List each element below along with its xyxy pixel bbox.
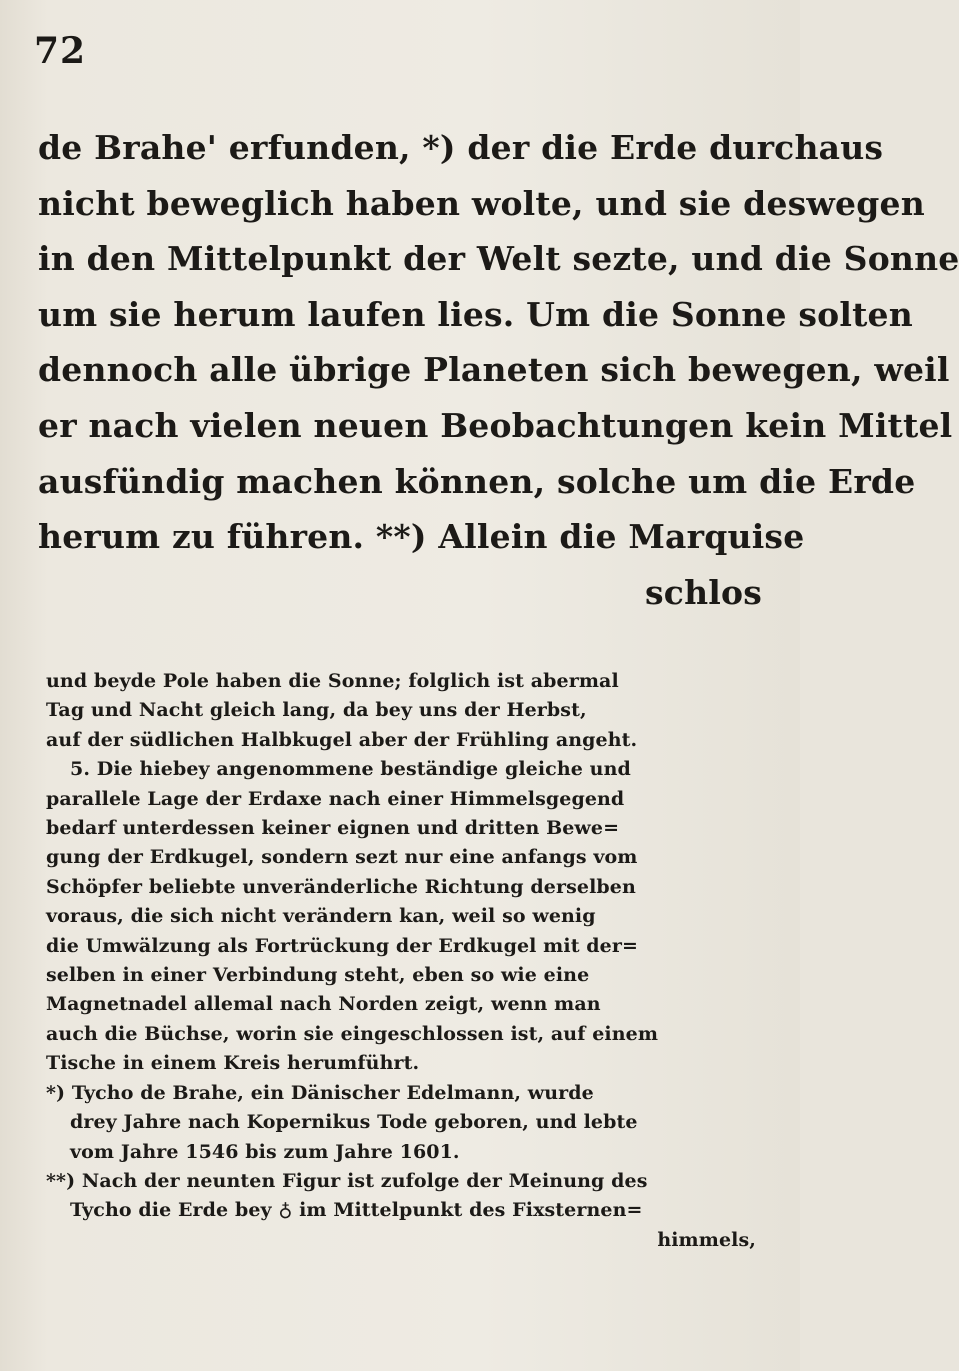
- catchword-note: himmels,: [657, 1228, 756, 1251]
- main-line: ausfündig machen können, solche um die Erde: [38, 461, 916, 501]
- note-line: gung der Erdkugel, sondern sezt nur eine anfangs vom: [46, 846, 638, 869]
- footnote-figure: **) Nach der neunten Figur ist zufolge der Meinung des: [46, 1169, 648, 1192]
- note-line: Schöpfer beliebte unveränderliche Richtung derselben: [46, 875, 636, 898]
- main-line: de Brahe' erfunden, *) der die Erde durchaus: [38, 128, 884, 167]
- main-line: um sie herum laufen lies. Um die Sonne solten: [38, 294, 913, 334]
- note-line: Magnetnadel allemal nach Norden zeigt, wenn man: [46, 993, 601, 1016]
- note-line: vom Jahre 1546 bis zum Jahre 1601.: [70, 1140, 460, 1163]
- main-text: [38, 120, 959, 620]
- note-line: voraus, die sich nicht verändern kan, weil so wenig: [46, 905, 596, 928]
- note-line: bedarf unterdessen keiner eignen und dritten Bewe=: [46, 817, 620, 840]
- note-line: parallele Lage der Erdaxe nach einer Himmelsgegend: [46, 787, 625, 810]
- note-line: Tycho die Erde bey ♁ im Mittelpunkt des Fixsternen=: [70, 1199, 643, 1222]
- footnote-tycho: *) Tycho de Brahe, ein Dänischer Edelmann, wurde: [46, 1081, 594, 1104]
- page-number: 72: [34, 30, 87, 72]
- main-line: herum zu führen. **) Allein die Marquise: [38, 517, 805, 557]
- main-line: dennoch alle übrige Planeten sich bewegen, weil: [38, 350, 950, 390]
- main-line: er nach vielen neuen Beobachtungen kein Mittel: [38, 405, 953, 445]
- note-line: Tag und Nacht gleich lang, da bey uns der Herbst,: [46, 699, 587, 722]
- note-line: auch die Büchse, worin sie eingeschlossen ist, auf einem: [46, 1022, 659, 1045]
- footnotes: [46, 667, 766, 1255]
- main-line: nicht beweglich haben wolte, und sie deswegen: [38, 183, 925, 223]
- note-line: auf der südlichen Halbkugel aber der Frühling angeht.: [46, 728, 638, 751]
- main-line: in den Mittelpunkt der Welt sezte, und die Sonne: [38, 239, 959, 279]
- note-line: drey Jahre nach Kopernikus Tode geboren, und lebte: [70, 1111, 638, 1134]
- catchword: schlos: [645, 572, 762, 612]
- note-line: selben in einer Verbindung steht, eben so wie eine: [46, 964, 590, 987]
- note-line: und beyde Pole haben die Sonne; folglich ist abermal: [46, 670, 619, 692]
- note-line: Tische in einem Kreis herumführt.: [46, 1052, 420, 1075]
- note-line: 5. Die hiebey angenommene beständige gleiche und: [70, 758, 631, 781]
- note-line: die Umwälzung als Fortrückung der Erdkugel mit der=: [46, 934, 638, 957]
